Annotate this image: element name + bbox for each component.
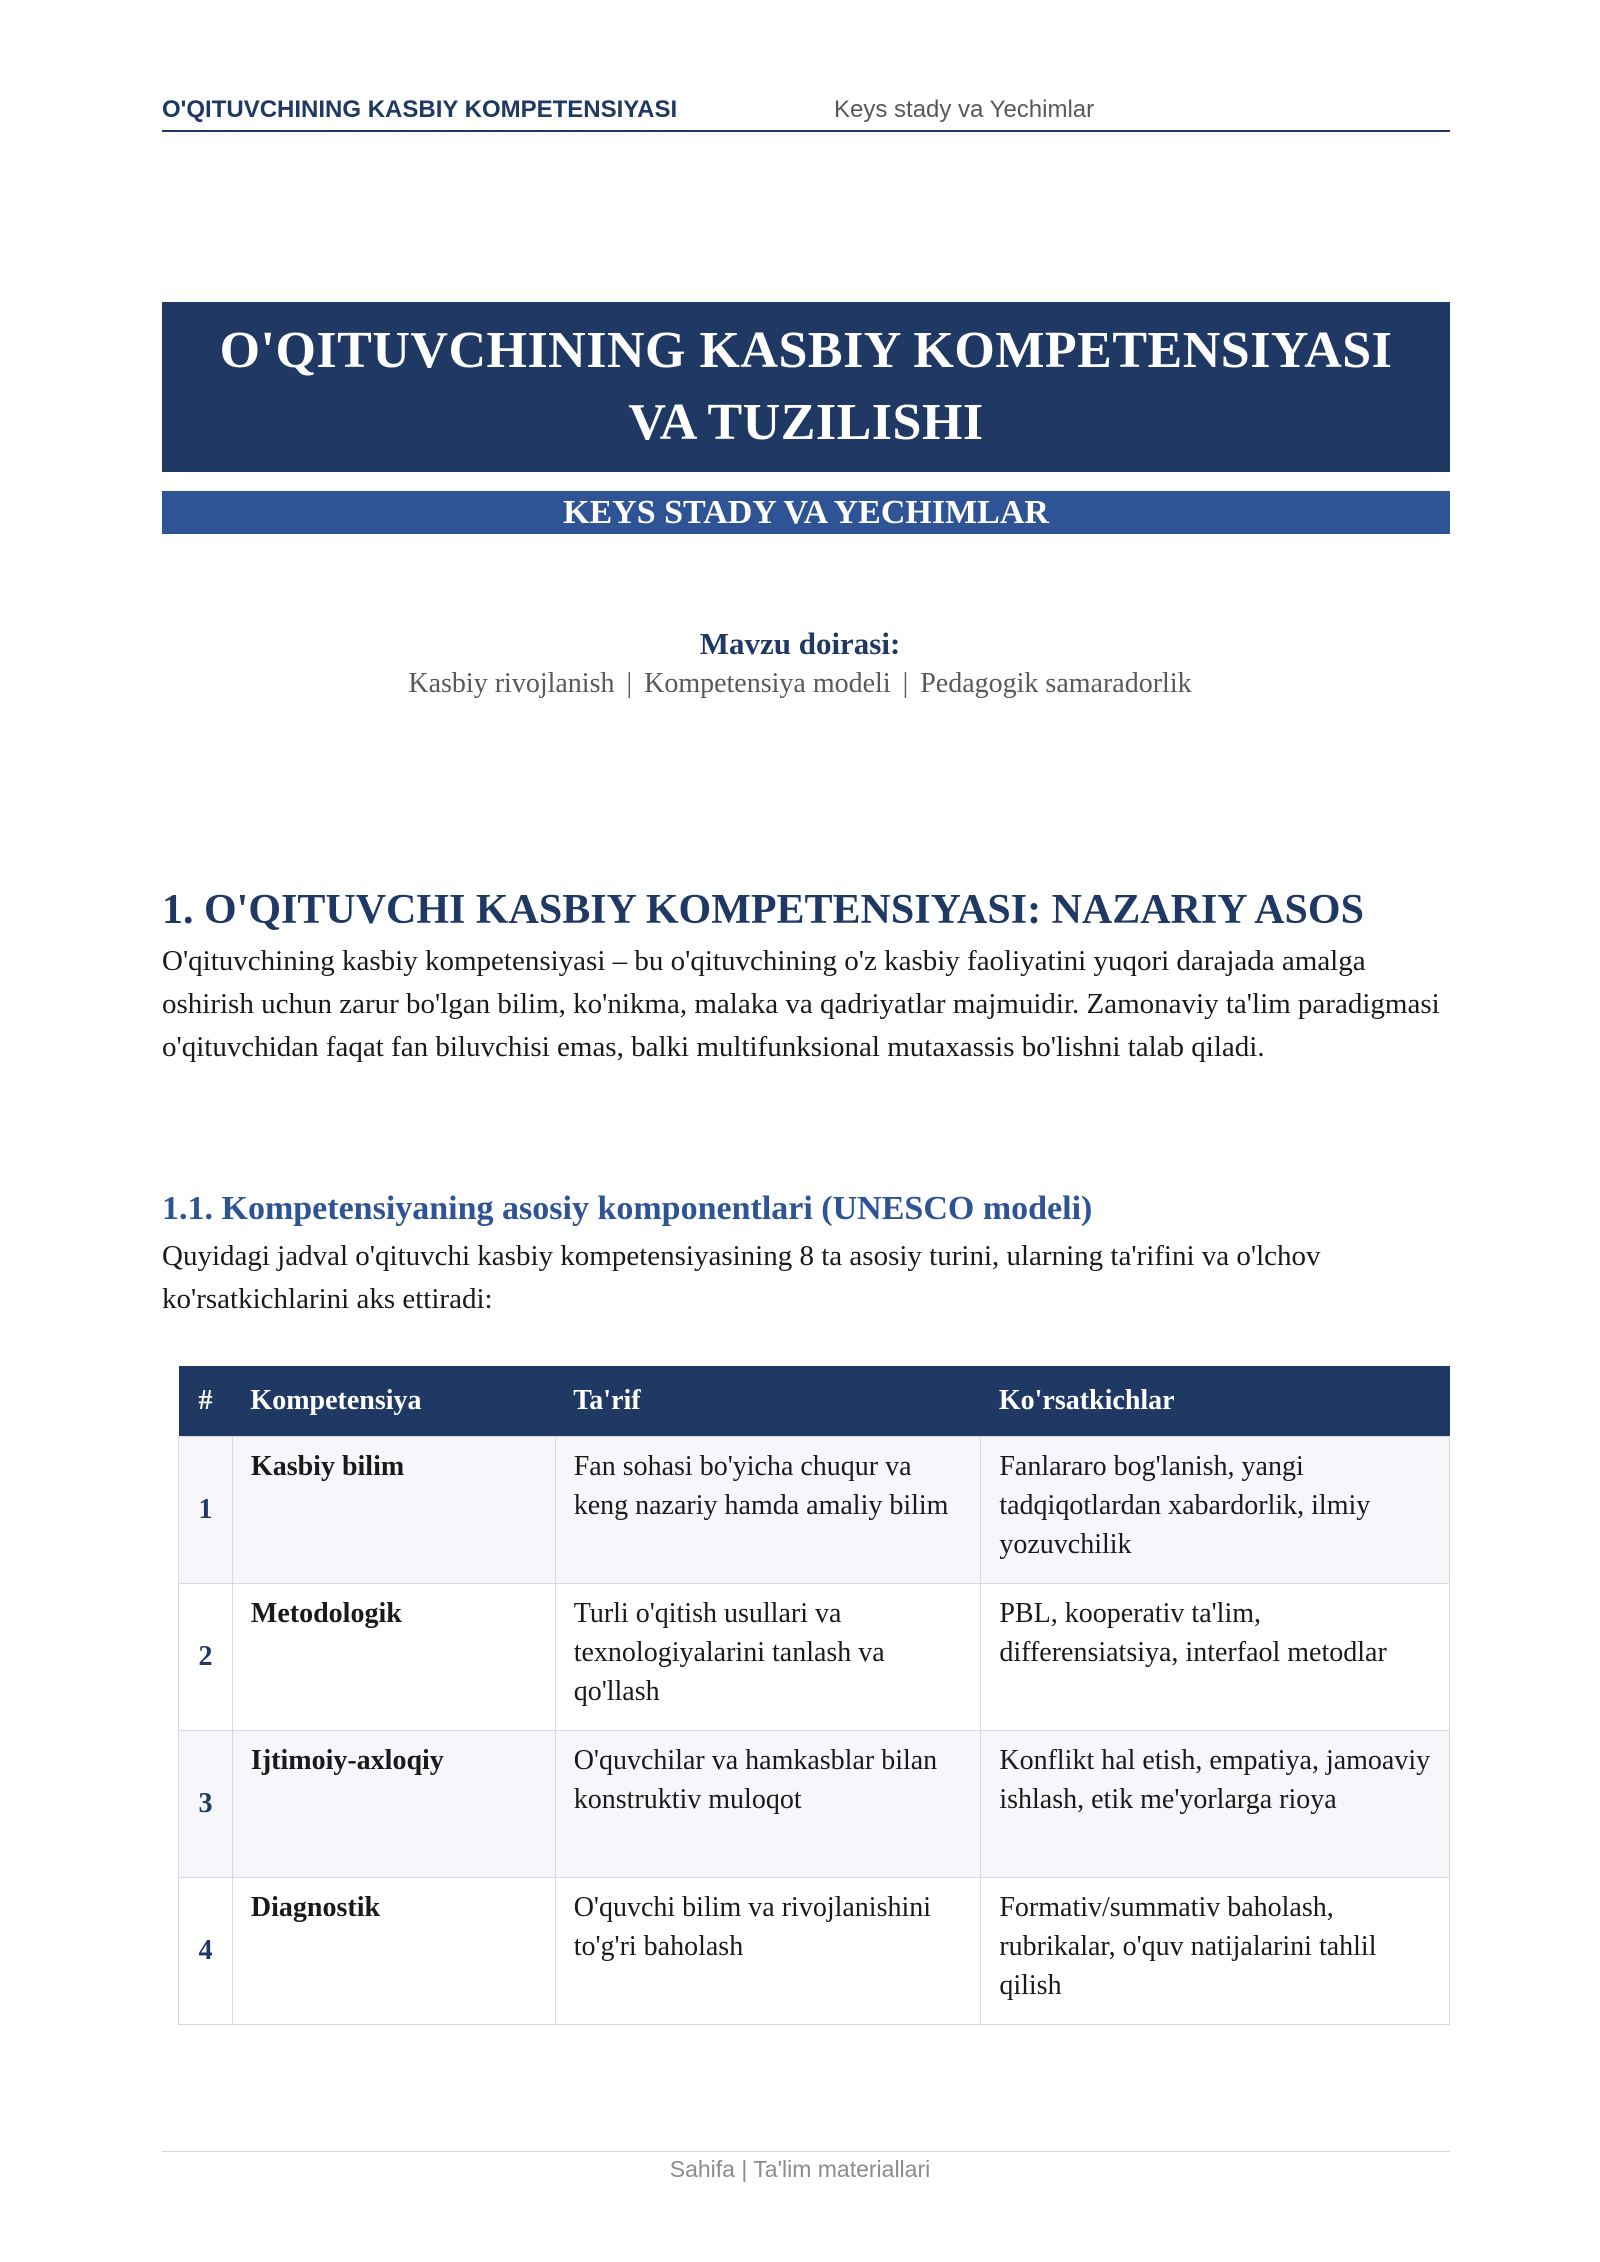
column-header-indicators: Ko'rsatkichlar xyxy=(981,1366,1450,1436)
footer-divider xyxy=(162,2151,1450,2152)
row-number: 1 xyxy=(179,1436,233,1583)
competency-indicators: Formativ/summativ baholash, rubrikalar, o'quv natijalarini tahlil qilish xyxy=(981,1877,1450,2024)
competency-definition: Turli o'qitish usullari va texnologiyalarini tanlash va qo'llash xyxy=(555,1583,981,1730)
running-header-subtitle: Keys stady va Yechimlar xyxy=(834,96,1095,123)
row-number: 2 xyxy=(179,1583,233,1730)
competency-indicators: PBL, kooperativ ta'lim, differensiatsiya, interfaol metodlar xyxy=(981,1583,1450,1730)
table-row xyxy=(179,1730,1450,1877)
column-header-definition: Ta'rif xyxy=(555,1366,981,1436)
scope-item: Kompetensiya modeli xyxy=(644,668,891,699)
document-title-line1: O'QITUVCHINING KASBIY KOMPETENSIYASI xyxy=(219,322,1393,379)
competency-definition: Fan sohasi bo'yicha chuqur va keng nazariy hamda amaliy bilim xyxy=(555,1436,981,1583)
competency-name: Diagnostik xyxy=(232,1877,555,2024)
section-heading: 1. O'QITUVCHI KASBIY KOMPETENSIYASI: NAZARIY ASOS xyxy=(162,887,1364,933)
competency-definition: O'quvchilar va hamkasblar bilan konstruktiv muloqot xyxy=(555,1730,981,1877)
scope-item: Pedagogik samaradorlik xyxy=(920,668,1192,699)
competency-indicators: Fanlararo bog'lanish, yangi tadqiqotlardan xabardorlik, ilmiy yozuvchilik xyxy=(981,1436,1450,1583)
competency-table xyxy=(178,1366,1450,2025)
competency-indicators: Konflikt hal etish, empatiya, jamoaviy ishlash, etik me'yorlarga rioya xyxy=(981,1730,1450,1877)
scope-item: Kasbiy rivojlanish xyxy=(408,668,615,699)
table-header-row xyxy=(179,1366,1450,1436)
running-header-title: O'QITUVCHINING KASBIY KOMPETENSIYASI xyxy=(162,96,678,123)
scope-separator: | xyxy=(626,668,633,699)
document-subtitle: KEYS STADY VA YECHIMLAR xyxy=(162,491,1450,534)
section-paragraph: O'qituvchining kasbiy kompetensiyasi – bu o'qituvchining o'z kasbiy faoliyatini yuqori darajada amalga oshirish uchun zarur bo'lgan bilim, ko'nikma, malaka va qadriyatlar majmuidir. Zamonaviy ta'lim paradigmasi o'qituvchidan faqat fan biluvchisi emas, balki multifunksional mutaxassis bo'lishni talab qiladi. xyxy=(162,945,1440,1063)
subsection-paragraph: Quyidagi jadval o'qituvchi kasbiy kompetensiyasining 8 ta asosiy turini, ularning ta'rifini va o'lchov ko'rsatkichlarini aks ettiradi: xyxy=(162,1240,1321,1315)
row-number: 3 xyxy=(179,1730,233,1877)
table-row xyxy=(179,1877,1450,2024)
competency-name: Ijtimoiy-axloqiy xyxy=(232,1730,555,1877)
running-header xyxy=(162,92,1450,132)
table-row xyxy=(179,1583,1450,1730)
column-header-competency: Kompetensiya xyxy=(232,1366,555,1436)
document-title xyxy=(162,302,1450,472)
subsection-heading: 1.1. Kompetensiyaning asosiy komponentlari (UNESCO modeli) xyxy=(162,1190,1093,1227)
scope-separator: | xyxy=(902,668,909,699)
row-number: 4 xyxy=(179,1877,233,2024)
competency-definition: O'quvchi bilim va rivojlanishini to'g'ri baholash xyxy=(555,1877,981,2024)
page-footer: Sahifa | Ta'lim materiallari xyxy=(669,2156,931,2182)
competency-name: Metodologik xyxy=(232,1583,555,1730)
scope-items xyxy=(0,668,1600,700)
table-row xyxy=(179,1436,1450,1583)
scope-label: Mavzu doirasi: xyxy=(699,626,901,661)
column-header-number: # xyxy=(179,1366,233,1436)
competency-name: Kasbiy bilim xyxy=(232,1436,555,1583)
document-title-line2: VA TUZILISHI xyxy=(628,394,984,451)
